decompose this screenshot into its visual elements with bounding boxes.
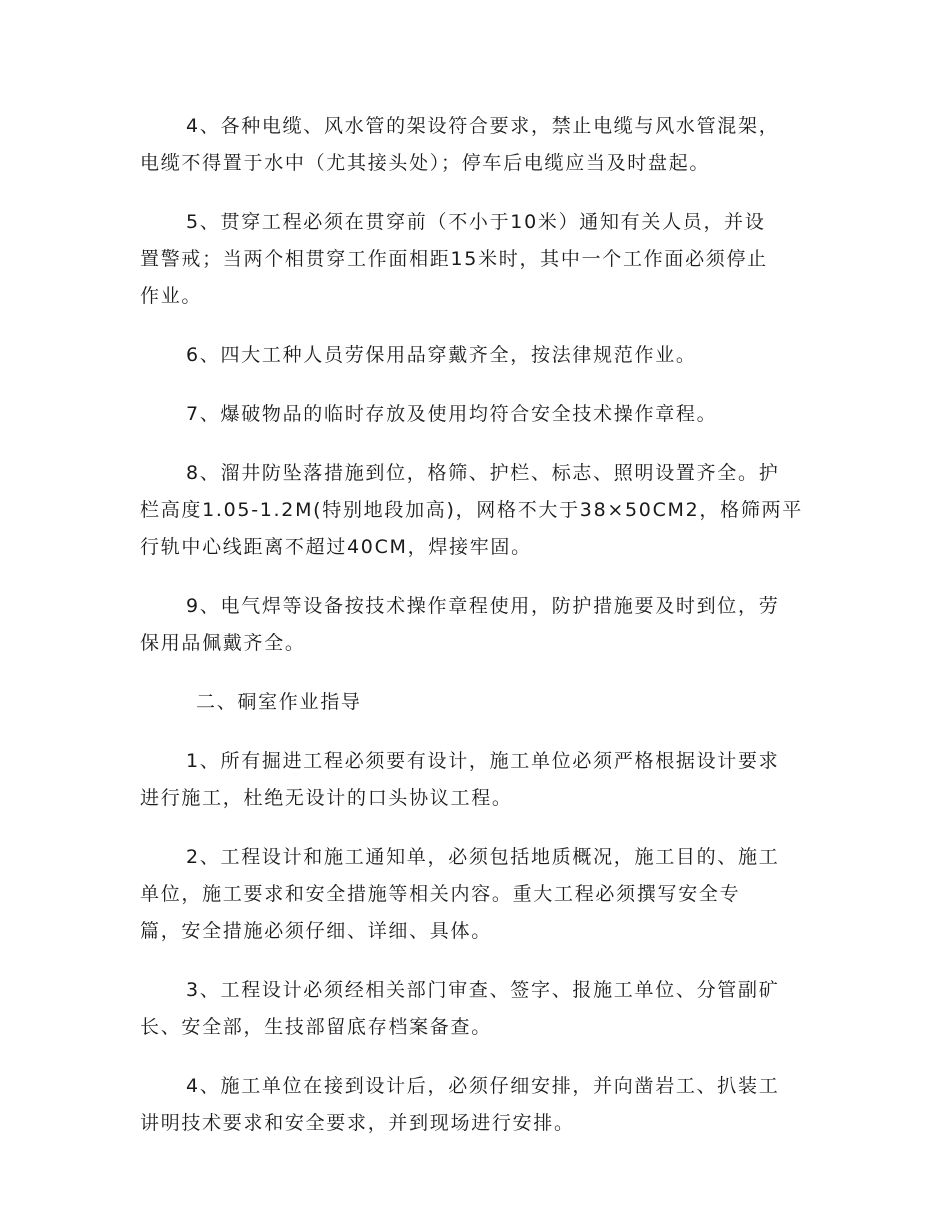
document-body xyxy=(140,108,810,1164)
paragraph-item-5-breakthrough xyxy=(140,204,810,315)
paragraph-line: 保用品佩戴齐全。 xyxy=(140,632,306,654)
paragraph-line: 5、贯穿工程必须在贯穿前（不小于10米）通知有关人员，并设 xyxy=(186,211,766,233)
paragraph-item-3-review xyxy=(140,972,810,1046)
paragraph-line: 置警戒；当两个相贯穿工作面相距15米时，其中一个工作面必须停止 xyxy=(140,248,768,270)
paragraph-line: 长、安全部，生技部留底存档案备查。 xyxy=(140,1016,492,1038)
paragraph-line: 7、爆破物品的临时存放及使用均符合安全技术操作章程。 xyxy=(186,403,718,425)
paragraph-item-4-cables xyxy=(140,108,810,182)
paragraph-line: 单位，施工要求和安全措施等相关内容。重大工程必须撰写安全专 xyxy=(140,883,741,905)
paragraph-line: 讲明技术要求和安全要求，并到现场进行安排。 xyxy=(140,1112,575,1134)
paragraph-item-1-design xyxy=(140,743,810,817)
section-heading-text: 二、硐室作业指导 xyxy=(196,691,362,713)
paragraph-line: 行轨中心线距离不超过40CM，焊接牢固。 xyxy=(140,536,532,558)
paragraph-line: 4、各种电缆、风水管的架设符合要求，禁止电缆与风水管混架， xyxy=(186,115,780,137)
paragraph-item-2-notice xyxy=(140,839,810,950)
paragraph-line: 进行施工，杜绝无设计的口头协议工程。 xyxy=(140,787,513,809)
paragraph-line: 4、施工单位在接到设计后，必须仔细安排，并向凿岩工、扒装工 xyxy=(186,1075,780,1097)
paragraph-item-6-ppe xyxy=(140,337,810,374)
paragraph-item-8-chute xyxy=(140,455,810,566)
paragraph-line: 6、四大工种人员劳保用品穿戴齐全，按法律规范作业。 xyxy=(186,344,697,366)
paragraph-line: 1、所有掘进工程必须要有设计，施工单位必须严格根据设计要求 xyxy=(186,750,780,772)
paragraph-line: 篇，安全措施必须仔细、详细、具体。 xyxy=(140,920,492,942)
paragraph-line: 电缆不得置于水中（尤其接头处）；停车后电缆应当及时盘起。 xyxy=(140,152,711,174)
paragraph-line: 9、电气焊等设备按技术操作章程使用，防护措施要及时到位，劳 xyxy=(186,595,780,617)
paragraph-item-4-arrangement xyxy=(140,1068,810,1142)
section-heading xyxy=(140,684,810,721)
paragraph-line: 栏高度1.05-1.2M(特别地段加高)，网格不大于38×50CM2，格筛两平 xyxy=(140,499,803,521)
paragraph-item-7-explosives xyxy=(140,396,810,433)
paragraph-item-9-welding xyxy=(140,588,810,662)
paragraph-line: 作业。 xyxy=(140,285,203,307)
paragraph-line: 3、工程设计必须经相关部门审查、签字、报施工单位、分管副矿 xyxy=(186,979,780,1001)
paragraph-line: 8、溜井防坠落措施到位，格筛、护栏、标志、照明设置齐全。护 xyxy=(186,462,780,484)
paragraph-line: 2、工程设计和施工通知单，必须包括地质概况，施工目的、施工 xyxy=(186,846,780,868)
